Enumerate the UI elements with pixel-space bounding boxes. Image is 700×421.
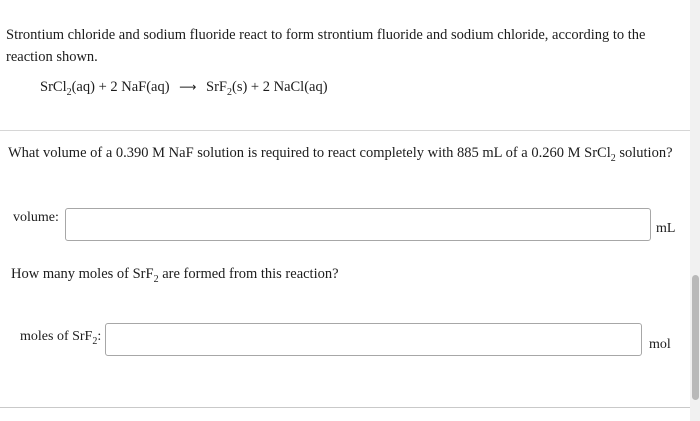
volume-label: volume:	[13, 210, 59, 225]
moles-srf2-input[interactable]	[105, 323, 642, 356]
volume-unit: mL	[656, 221, 676, 236]
scrollbar-thumb[interactable]	[692, 275, 699, 400]
reaction-arrow-icon: ⟶	[179, 80, 197, 94]
section-divider	[0, 130, 700, 131]
moles-unit: mol	[649, 337, 671, 352]
moles-srf2-label: moles of SrF$_2$:	[20, 329, 102, 347]
volume-input[interactable]	[65, 208, 651, 241]
reactant-naf: + 2 NaF(aq)	[98, 79, 170, 95]
bottom-border	[0, 407, 700, 408]
question-2-text: How many moles of SrF$_2$ are formed from this reaction?	[11, 266, 339, 285]
product-nacl: + 2 NaCl(aq)	[250, 79, 328, 95]
reactant-srcl2: SrCl$_2$(aq)	[40, 79, 95, 98]
reaction-equation	[40, 79, 328, 96]
intro-line-1: Strontium chloride and sodium fluoride react to form strontium fluoride and sodium chloride, according to the	[6, 27, 646, 43]
question-1-text: What volume of a 0.390 M NaF solution is required to react completely with 885 mL of a 0.260 M SrCl$_2$ solution?	[8, 145, 673, 164]
intro-line-2: reaction shown.	[6, 49, 98, 65]
product-srf2: SrF$_2$(s)	[206, 79, 248, 98]
intro-text	[6, 24, 646, 68]
